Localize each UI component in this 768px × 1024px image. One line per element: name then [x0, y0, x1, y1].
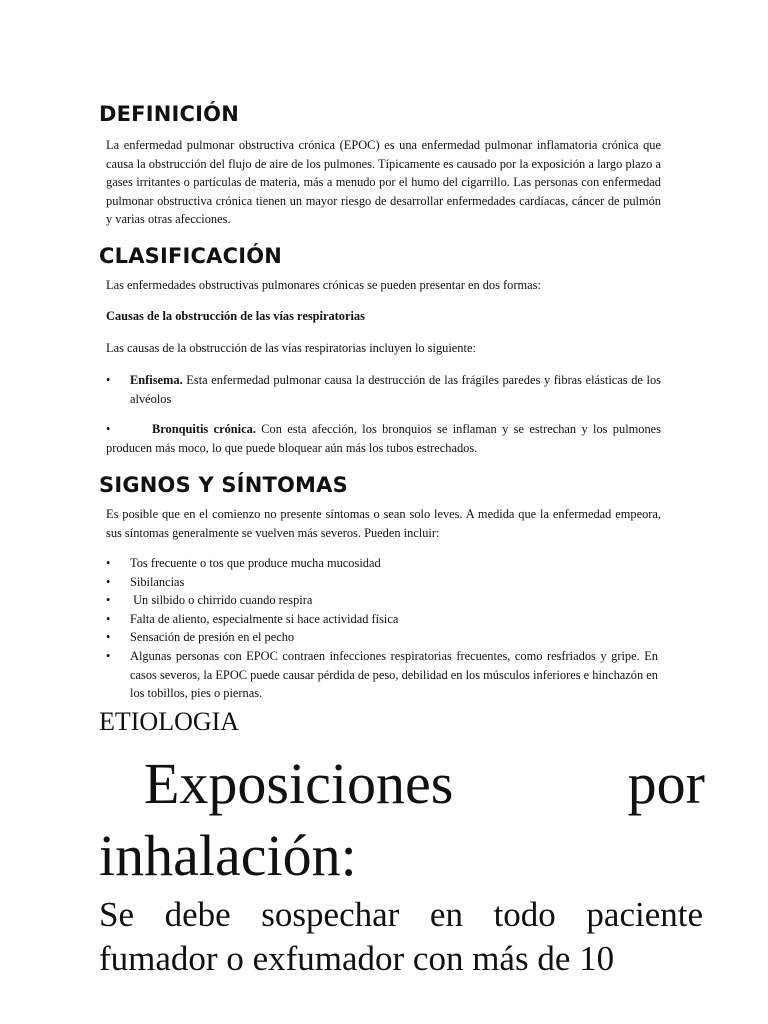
- causes-intro: Las causas de la obstrucción de las vías respiratorias incluyen lo siguiente:: [106, 341, 476, 355]
- signos-intro: Es posible que en el comienzo no presente síntomas o sean solo leves. A medida que la enfermedad empeora, sus síntomas generalmente se vuelven más severos. Pueden incluir:: [106, 507, 661, 540]
- list-item: [106, 573, 658, 592]
- bullet: •: [106, 648, 111, 663]
- bullet: •: [106, 611, 111, 626]
- symptom-text: Sensación de presión en el pecho: [130, 630, 295, 645]
- definicion-paragraph: La enfermedad pulmonar obstructiva crónica (EPOC) es una enfermedad pulmonar inflamatoria crónica que causa la obstrucción del flujo de aire de los pulmones. Típicamente es causado por la exposición a largo plazo a gases irritantes o partículas de materia, más a menudo por el humo del cigarrillo. Las personas con enfermedad pulmonar obstructiva crónica tienen un mayor riesgo de desarrollar enfermedades cardíacas, cáncer de pulmón y varias otras afecciones.: [106, 138, 661, 226]
- signos-heading: SIGNOS Y SÍNTOMAS: [99, 473, 348, 497]
- clasificacion-intro: Las enfermedades obstructivas pulmonares crónicas se pueden presentar en dos formas:: [106, 278, 541, 292]
- clasificacion-heading: CLASIFICACIÓN: [99, 244, 283, 268]
- symptom-text: Tos frecuente o tos que produce mucha mucosidad: [130, 556, 381, 570]
- bullet: •: [106, 593, 111, 608]
- bullet: •: [106, 422, 111, 436]
- list-item: [106, 591, 658, 610]
- list-item: [106, 420, 661, 457]
- exposiciones-heading: [99, 748, 705, 892]
- exposiciones-word: Exposiciones: [144, 751, 454, 816]
- symptom-text: Falta de aliento, especialmente si hace actividad física: [130, 611, 399, 626]
- symptom-text: Sibilancias: [130, 574, 185, 589]
- term-bronquitis: Bronquitis crónica.: [152, 422, 256, 436]
- bronquitis-text: Con esta afección, los bronquios se inflaman y se estrechan y los pulmones producen más moco, lo que puede bloquear aún más los tubos estrechados.: [106, 422, 661, 455]
- bullet: •: [106, 556, 111, 570]
- inhalacion-line: inhalación:: [99, 823, 357, 888]
- definicion-heading: DEFINICIÓN: [99, 102, 239, 126]
- list-item-text: [106, 420, 661, 457]
- list-item: [106, 371, 661, 408]
- bullet: •: [106, 630, 111, 645]
- list-item: [106, 647, 658, 703]
- symptom-text: Un silbido o chirrido cuando respira: [130, 593, 313, 608]
- etiologia-paragraph: Se debe sospechar en todo paciente fumador o exfumador con más de 10: [99, 895, 703, 978]
- causes-subheading: Causas de la obstrucción de las vías respiratorias: [106, 309, 365, 323]
- symptoms-list: [106, 554, 658, 703]
- list-item-text: [130, 371, 661, 408]
- symptom-text: Algunas personas con EPOC contraen infecciones respiratorias frecuentes, como resfriados y gripe. En casos severos, la EPOC puede causar pérdida de peso, debilidad en los músculos inferiores e hinchazón en los tobillos, pies o piernas.: [130, 648, 658, 701]
- term-enfisema: Enfisema.: [130, 373, 183, 387]
- enfisema-text: Esta enfermedad pulmonar causa la destrucción de las frágiles paredes y fibras elásticas de los alvéolos: [130, 373, 661, 406]
- exposiciones-line-1: [99, 748, 705, 820]
- list-item: [106, 554, 658, 573]
- bullet: •: [106, 574, 111, 589]
- etiologia-heading: ETIOLOGIA: [99, 707, 240, 736]
- por-word: por: [627, 751, 705, 816]
- list-item: [106, 628, 658, 647]
- bullet: •: [106, 373, 111, 387]
- list-item: [106, 610, 658, 629]
